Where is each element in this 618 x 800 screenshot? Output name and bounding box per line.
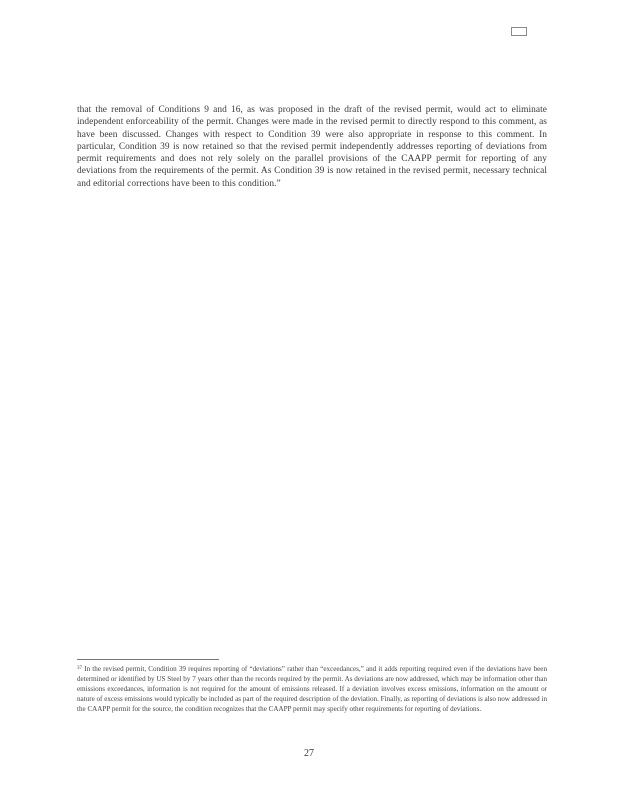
page-stamp [511, 27, 527, 36]
footnote-marker: 37 [77, 666, 82, 671]
footnote-text: In the revised permit, Condition 39 requires reporting of “deviations” rather than “exceedances,” and it adds reporting required even if the deviations have been determined or identified by US Steel by 7 years other than the records required by the permit. As deviations are now addressed, which may be information other than emissions exceedances, information is not required for the amount of emissions released. If a deviation involves excess emissions, information on the amount or nature of excess emissions would typically be included as part of the required description of the deviation. Finally, as reporting of deviations is also now addressed in the CAAPP permit for the source, the condition recognizes that the CAAPP permit may specify other requirements for reporting of deviations. [77, 665, 547, 713]
footnote [77, 664, 547, 714]
footnote-divider [77, 659, 219, 660]
page-number: 27 [304, 748, 314, 759]
body-paragraph: that the removal of Conditions 9 and 16, as was proposed in the draft of the revised permit, would act to eliminate independent enforceability of the permit. Changes were made in the revised permit to directly respond to this comment, as have been discussed. Changes with respect to Condition 39 were also appropriate in response to this comment. In particular, Condition 39 is now retained so that the revised permit independently addresses reporting of deviations from permit requirements and does not rely solely on the parallel provisions of the CAAPP permit for reporting of any deviations from the requirements of the permit. As Condition 39 is now retained in the revised permit, necessary technical and editorial corrections have been to this condition.” [77, 105, 547, 189]
